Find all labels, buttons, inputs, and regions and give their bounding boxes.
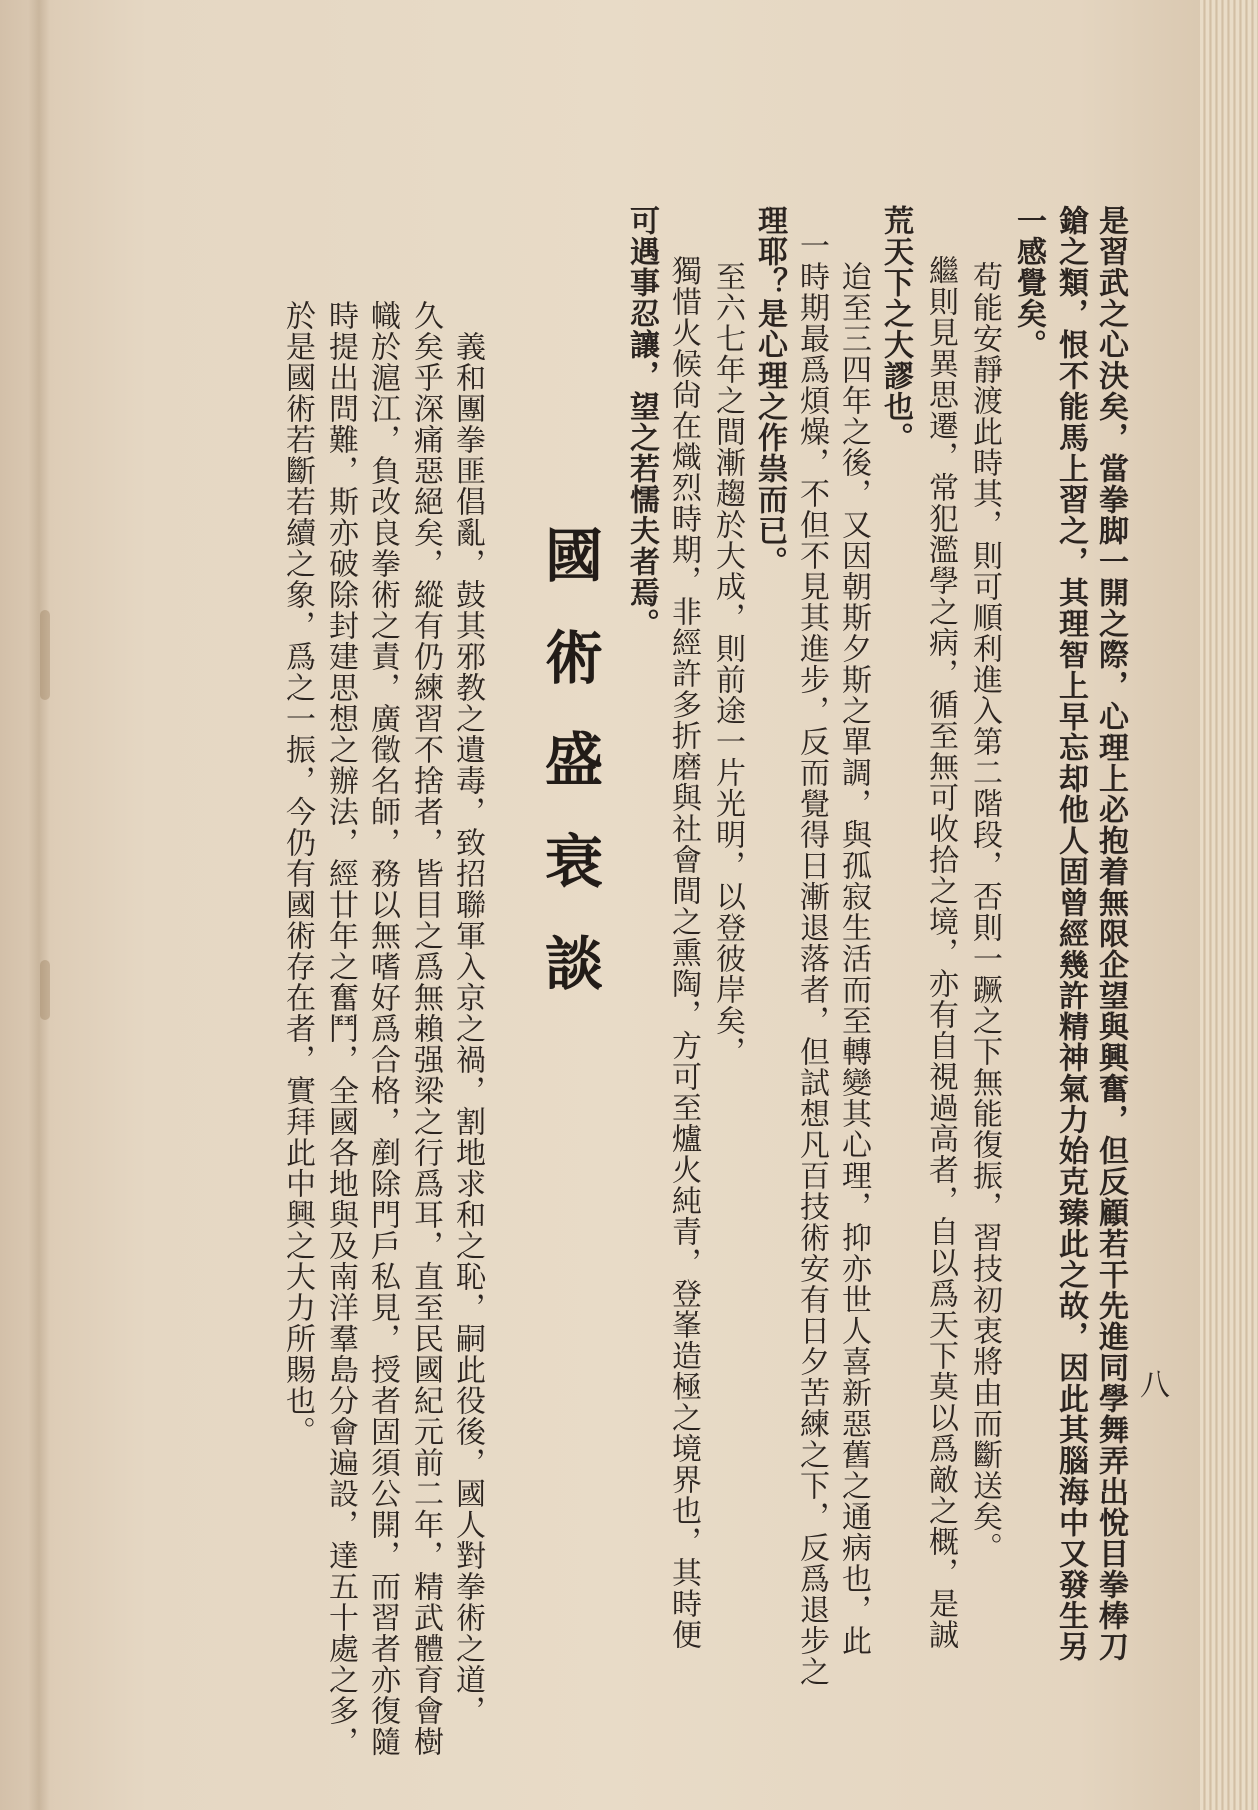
text-column: 幟於滬江，負改良拳術之責，廣徵名師，務以無嗜好爲合格，剷除門戶私見，授者固須公開，而習者亦復隨: [365, 300, 400, 1757]
crease-mark: [40, 610, 50, 700]
text-column: 荒天下之大謬也。: [878, 205, 913, 453]
crease-mark: [40, 960, 50, 1020]
text-column: 是習武之心決矣，當拳脚一開之際，心理上必抱着無限企望與興奮，但反顧若干先進同學舞弄出悅目拳棒刀: [1093, 205, 1128, 1662]
text-column: 繼則見異思遷，常犯濫學之病，循至無可收拾之境，亦有自視過高者，自以爲天下莫以爲敵之概，是誠: [923, 255, 958, 1650]
page-edges: [1200, 0, 1258, 1810]
page-number: 八: [1140, 1368, 1170, 1403]
text-column: 一感覺矣。: [1011, 205, 1046, 360]
text-column: 理耶？是心理之作祟而已。: [752, 205, 787, 577]
text-column: 獨惜火候尙在熾烈時期，非經許多折磨與社會間之熏陶，方可至爐火純青，登峯造極之境界也，其時便: [666, 255, 701, 1650]
text-column: 鎗之類，恨不能馬上習之，其理智上早忘却他人固曾經幾許精神氣力始克臻此之故，因此其腦海中又發生另: [1053, 205, 1088, 1662]
text-column: 一時期最爲煩燥，不但不見其進步，反而覺得日漸退落者，但試想凡百技術安有日夕苦練之下，反爲退步之: [794, 230, 829, 1687]
text-column: 時提出問難，斯亦破除封建思想之辦法，經廿年之奮鬥，全國各地與及南洋羣島分會遍設，達五十處之多，: [323, 300, 358, 1757]
text-column: 久矣乎深痛惡絕矣，縱有仍練習不捨者，皆目之爲無賴强梁之行爲耳，直至民國紀元前二年，精武體育會樹: [408, 300, 443, 1757]
text-column: 於是國術若斷若續之象，爲之一振，今仍有國術存在者，實拜此中興之大力所賜也。: [280, 300, 315, 1447]
text-column: 迨至三四年之後，又因朝斯夕斯之單調，與孤寂生活而至轉變其心理，抑亦世人喜新惡舊之通病也，此: [836, 230, 871, 1656]
article-title: 國術盛衰談: [535, 525, 603, 1035]
text-column: 義和團拳匪倡亂，鼓其邪教之遺毒，致招聯軍入京之禍，割地求和之恥，嗣此役後，國人對拳術之道，: [450, 300, 485, 1726]
text-column: 苟能安靜渡此時其，則可順利進入第二階段，否則一蹶之下無能復振，習技初衷將由而斷送矣。: [967, 230, 1002, 1563]
text-column: 至六七年之間漸趨於大成，則前途一片光明，以登彼岸矣，: [710, 230, 745, 1067]
text-column: 可遇事忍讓，望之若懦夫者焉。: [624, 205, 659, 639]
